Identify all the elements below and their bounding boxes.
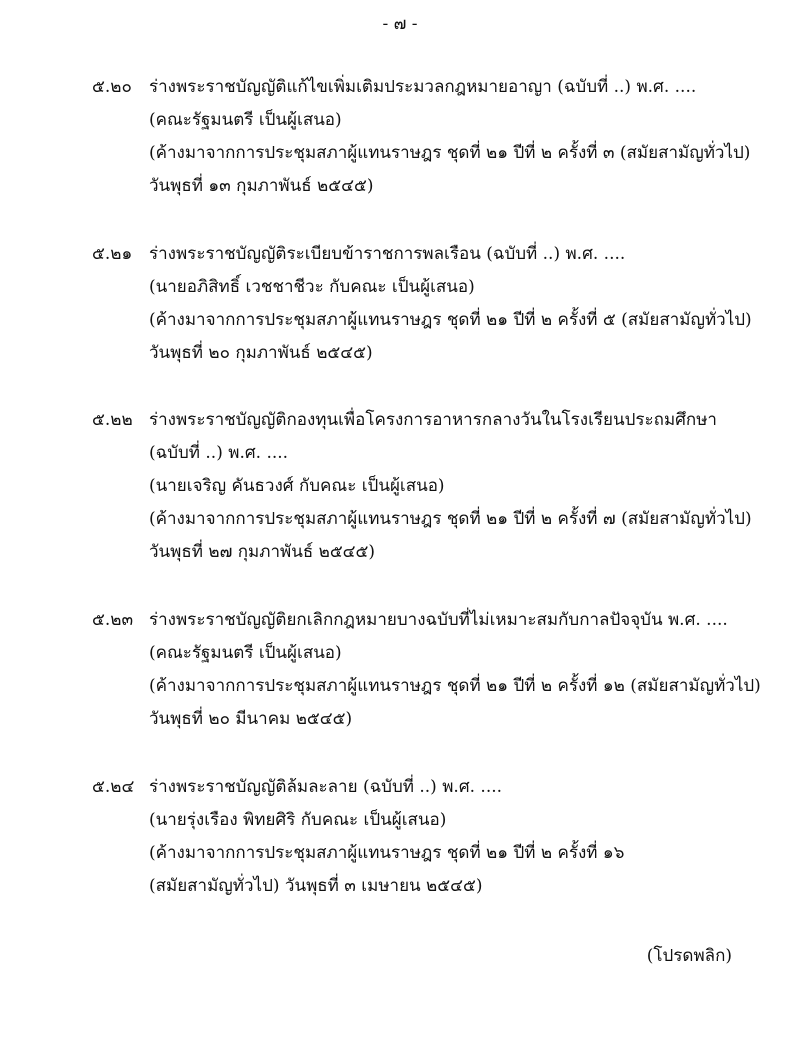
item-line: (นายรุ่งเรือง พิทยศิริ กับคณะ เป็นผู้เสนอ) (149, 810, 447, 830)
item-line: (ค้างมาจากการประชุมสภาผู้แทนราษฎร ชุดที่ ๒๑ ปีที่ ๒ ครั้งที่ ๓ (สมัยสามัญทั่วไป) (149, 143, 751, 163)
agenda-item-5-24 (92, 773, 772, 905)
item-line: วันพุธที่ ๒๐ กุมภาพันธ์ ๒๕๔๕) (149, 343, 373, 363)
agenda-item-5-20 (92, 73, 772, 205)
item-number: ๕.๒๐ (92, 77, 132, 97)
item-line: (ฉบับที่ ..) พ.ศ. .... (149, 443, 289, 463)
item-title: ร่างพระราชบัญญัติกองทุนเพื่อโครงการอาหารกลางวันในโรงเรียนประถมศึกษา (149, 410, 717, 430)
item-number: ๕.๒๑ (92, 244, 133, 264)
item-title: ร่างพระราชบัญญัติแก้ไขเพิ่มเติมประมวลกฎหมายอาญา (ฉบับที่ ..) พ.ศ. .... (149, 77, 697, 97)
agenda-item-5-22 (92, 406, 772, 571)
item-title: ร่างพระราชบัญญัติล้มละลาย (ฉบับที่ ..) พ.ศ. .... (149, 777, 503, 797)
item-line: วันพุธที่ ๒๗ กุมภาพันธ์ ๒๕๔๕) (149, 542, 376, 562)
item-line: (คณะรัฐมนตรี เป็นผู้เสนอ) (149, 643, 342, 663)
item-line: (ค้างมาจากการประชุมสภาผู้แทนราษฎร ชุดที่ ๒๑ ปีที่ ๒ ครั้งที่ ๑๒ (สมัยสามัญทั่วไป) (149, 676, 761, 696)
item-number: ๕.๒๔ (92, 777, 135, 797)
item-line: (ค้างมาจากการประชุมสภาผู้แทนราษฎร ชุดที่ ๒๑ ปีที่ ๒ ครั้งที่ ๕ (สมัยสามัญทั่วไป) (149, 310, 752, 330)
item-line: (คณะรัฐมนตรี เป็นผู้เสนอ) (149, 110, 342, 130)
item-number: ๕.๒๒ (92, 410, 133, 430)
agenda-item-5-23 (92, 606, 772, 738)
item-line: (ค้างมาจากการประชุมสภาผู้แทนราษฎร ชุดที่ ๒๑ ปีที่ ๒ ครั้งที่ ๑๖ (149, 843, 625, 863)
item-line: (ค้างมาจากการประชุมสภาผู้แทนราษฎร ชุดที่ ๒๑ ปีที่ ๒ ครั้งที่ ๗ (สมัยสามัญทั่วไป) (149, 509, 752, 529)
item-line: (นายอภิสิทธิ์ เวชชาชีวะ กับคณะ เป็นผู้เสนอ) (149, 277, 475, 297)
item-title: ร่างพระราชบัญญัติยกเลิกกฎหมายบางฉบับที่ไม่เหมาะสมกับกาลปัจจุบัน พ.ศ. .... (149, 610, 728, 630)
page-number: - ๗ - (382, 14, 418, 34)
item-line: วันพุธที่ ๒๐ มีนาคม ๒๕๔๕) (149, 709, 353, 729)
item-line: (สมัยสามัญทั่วไป) วันพุธที่ ๓ เมษายน ๒๕๔๕) (149, 876, 483, 896)
agenda-item-5-21 (92, 240, 772, 372)
item-line: (นายเจริญ คันธวงศ์ กับคณะ เป็นผู้เสนอ) (149, 476, 445, 496)
item-number: ๕.๒๓ (92, 610, 134, 630)
item-line: วันพุธที่ ๑๓ กุมภาพันธ์ ๒๕๔๕) (149, 176, 374, 196)
item-title: ร่างพระราชบัญญัติระเบียบข้าราชการพลเรือน (ฉบับที่ ..) พ.ศ. .... (149, 244, 626, 264)
please-turn-over-note: (โปรดพลิก) (646, 946, 732, 966)
